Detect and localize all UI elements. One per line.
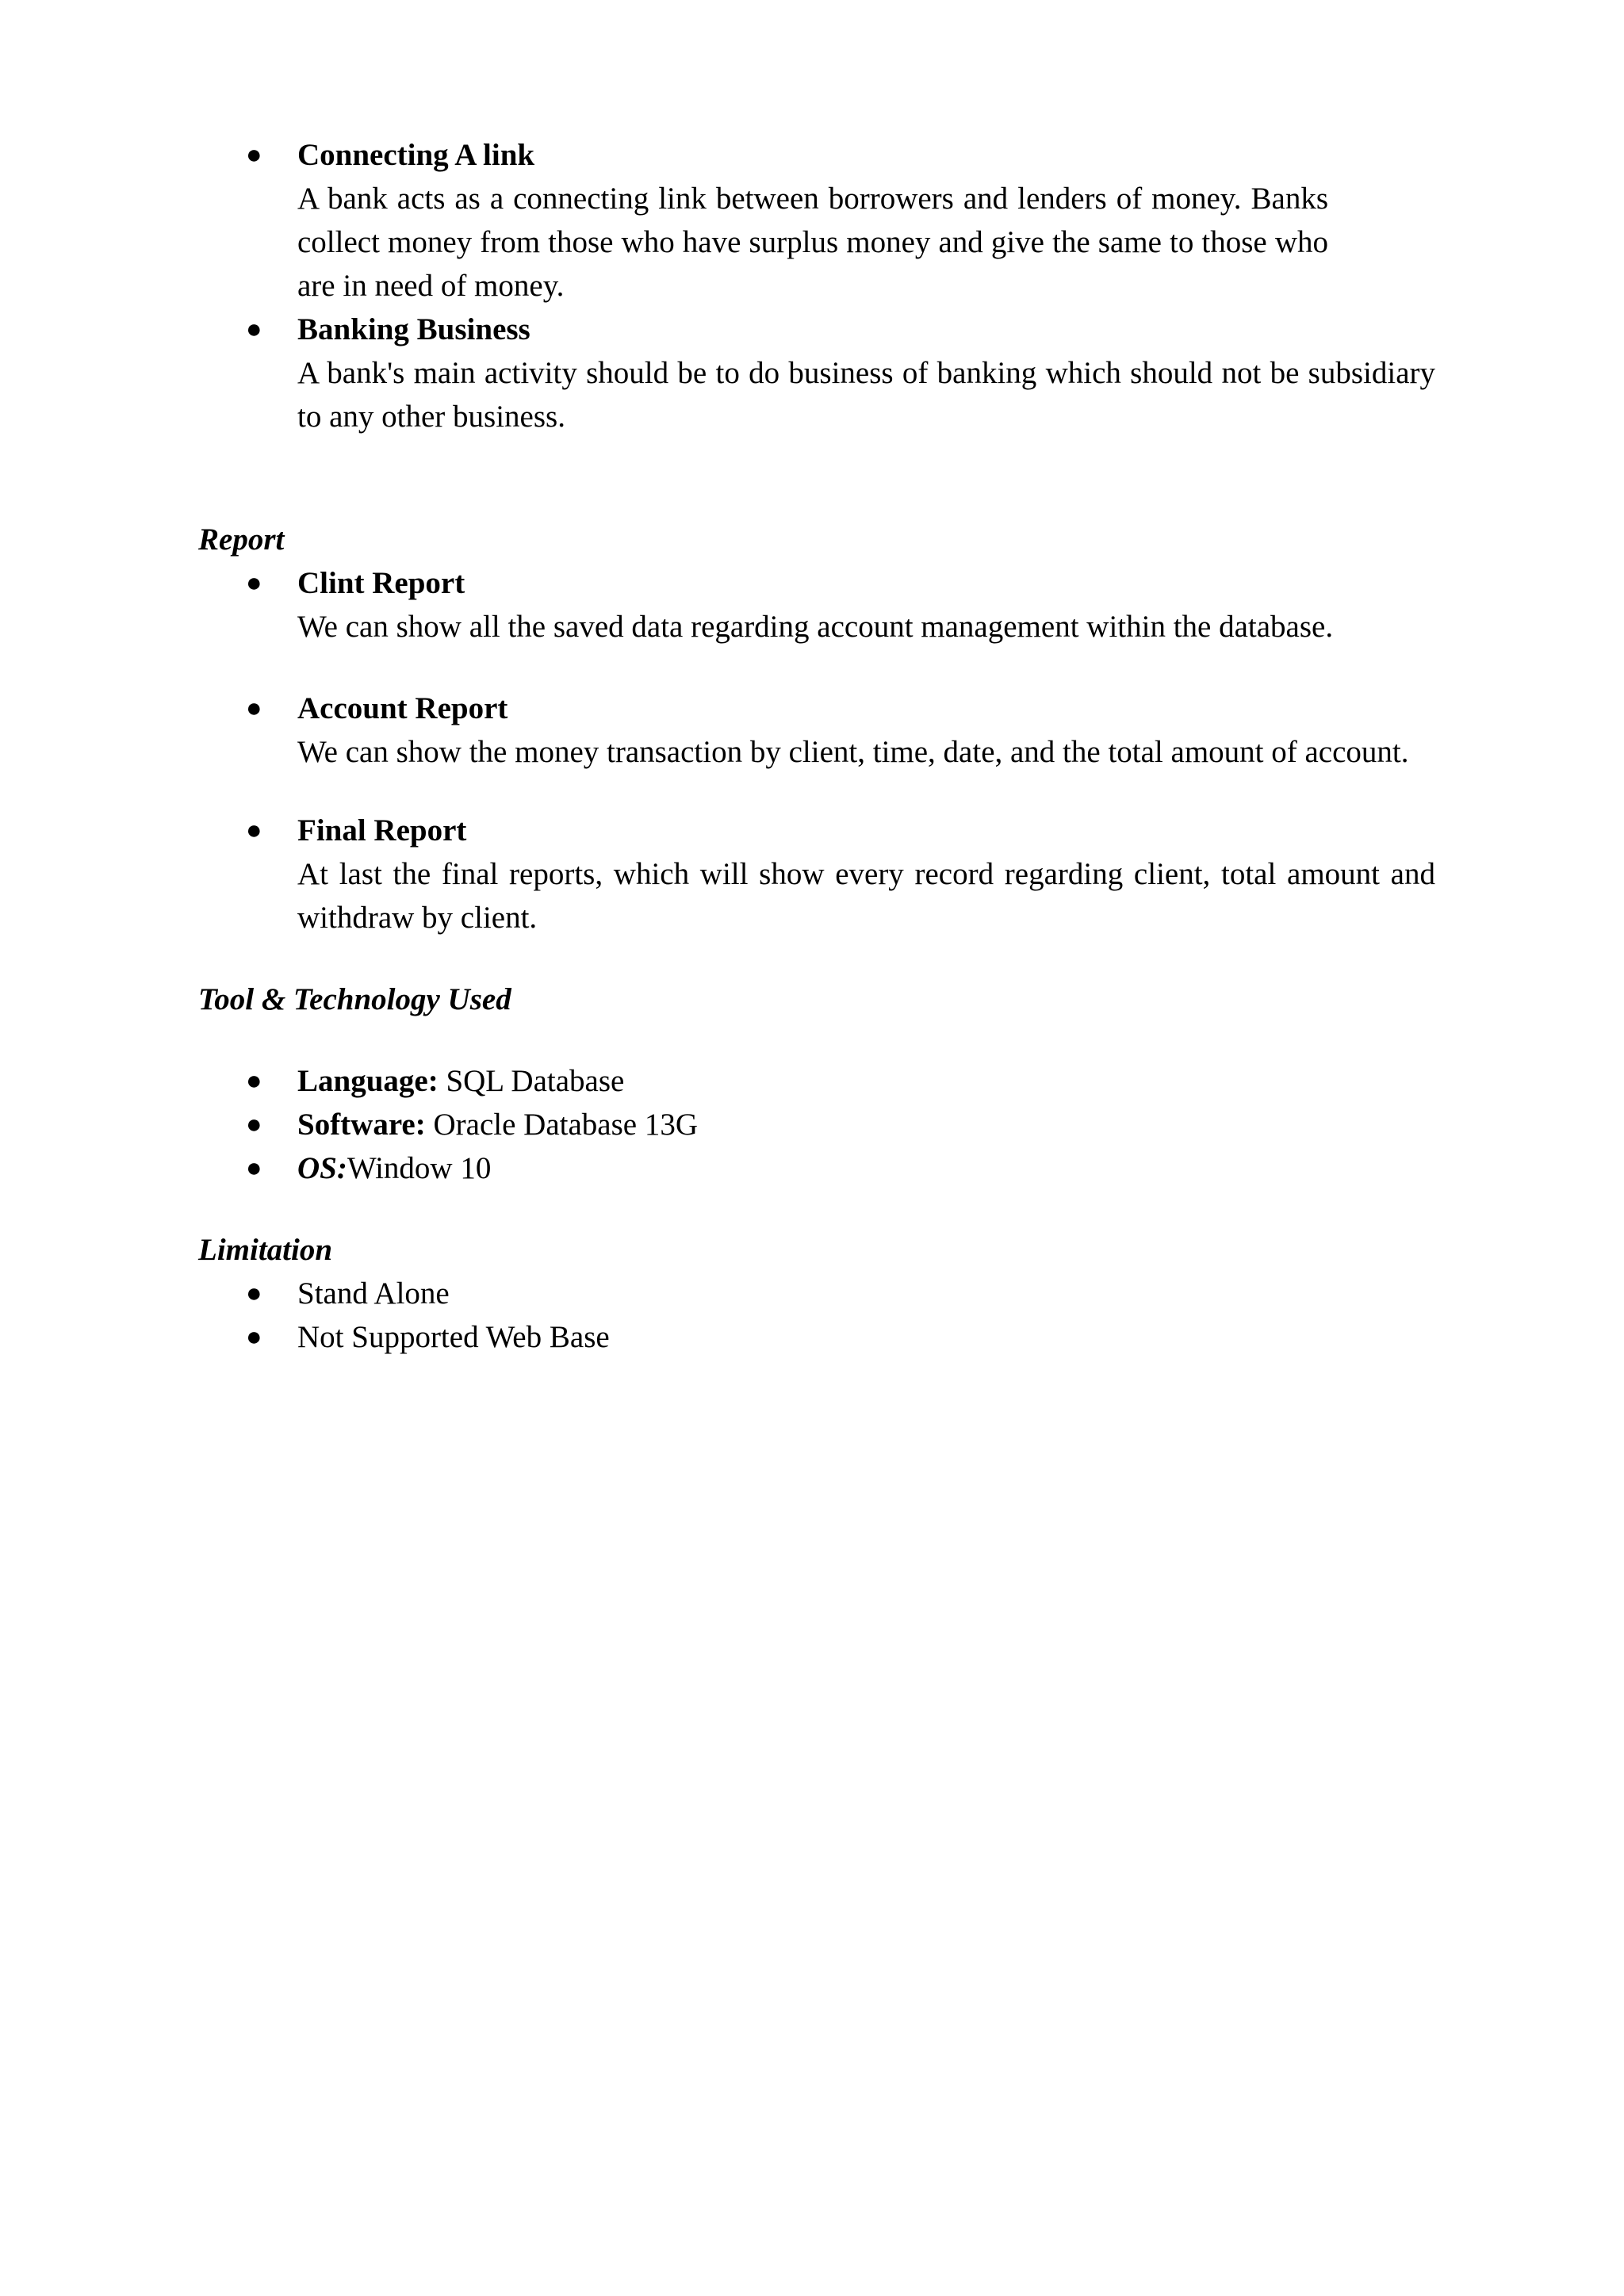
item-title: Account Report <box>297 691 508 725</box>
list-item-banking-business <box>198 308 1435 438</box>
item-title: Connecting A link <box>297 138 535 172</box>
list-item-connecting-link <box>198 133 1435 308</box>
item-body: A bank's main activity should be to do business of banking which should not be subsidiary to any other business. <box>297 356 1435 434</box>
item-body: At last the final reports, which will show every record regarding client, total amount and withdraw by client. <box>297 857 1435 935</box>
bullet-icon: ● <box>246 315 262 344</box>
bullet-icon: ● <box>246 568 262 598</box>
item-title: Final Report <box>297 813 467 848</box>
software-label: Software: <box>297 1108 426 1142</box>
item-title: Banking Business <box>297 312 530 346</box>
section-heading-limitation: Limitation <box>198 1233 333 1267</box>
bullet-icon: ● <box>246 694 262 723</box>
list-item-account-report <box>198 687 1435 774</box>
section-heading-report: Report <box>198 522 285 557</box>
bullet-icon: ● <box>246 1110 262 1139</box>
list-item-final-report <box>198 809 1435 939</box>
item-body: A bank acts as a connecting link between borrowers and lenders of money. Banks collect money from those who have surplus money and give the same to those who are in need of money. <box>297 182 1328 303</box>
bullet-icon: ● <box>246 1279 262 1308</box>
limitation-text: Stand Alone <box>297 1276 450 1311</box>
section-heading-tools: Tool & Technology Used <box>198 982 511 1016</box>
language-value: SQL Database <box>438 1064 625 1098</box>
bullet-icon: ● <box>246 140 262 170</box>
language-label: Language: <box>297 1064 439 1098</box>
list-item-language <box>198 1059 1435 1103</box>
list-item-not-supported-web <box>198 1315 1435 1359</box>
software-value: Oracle Database 13G <box>425 1108 698 1142</box>
list-item-software <box>198 1103 1435 1146</box>
item-title: Clint Report <box>297 566 465 600</box>
bullet-icon: ● <box>246 1066 262 1096</box>
list-item-stand-alone <box>198 1272 1435 1315</box>
bullet-icon: ● <box>246 1154 262 1183</box>
list-item-clint-report <box>198 561 1435 649</box>
item-body: We can show the money transaction by client, time, date, and the total amount of account. <box>297 735 1409 769</box>
limitation-text: Not Supported Web Base <box>297 1320 610 1354</box>
page-content <box>198 133 1435 1359</box>
bullet-icon: ● <box>246 1322 262 1352</box>
list-item-os <box>198 1146 1435 1190</box>
item-body: We can show all the saved data regarding account management within the database. <box>297 610 1334 644</box>
os-label: OS: <box>297 1151 347 1185</box>
os-value: Window 10 <box>347 1151 492 1185</box>
bullet-icon: ● <box>246 816 262 845</box>
